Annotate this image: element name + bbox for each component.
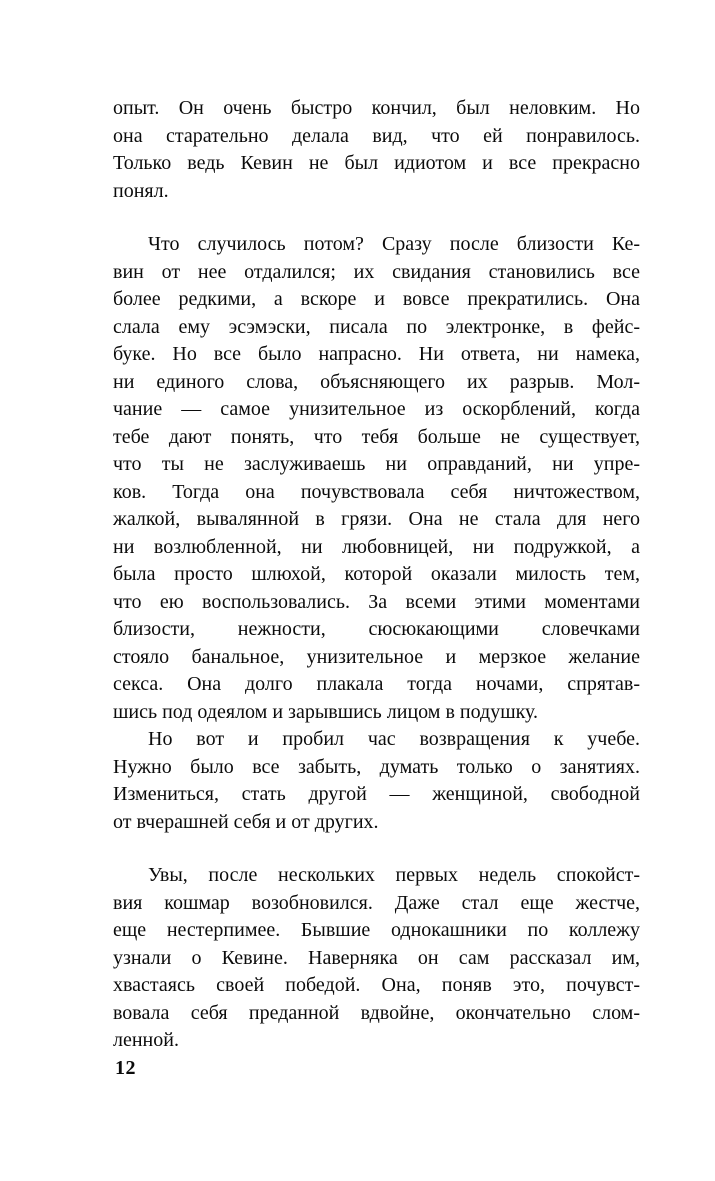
text-line: более редкими, а вскоре и вовсе прекратились. Она [113,288,640,310]
text-line: еще нестерпимее. Бывшие однокашники по коллежу [113,919,640,941]
text-line: жалкой, вывалянной в грязи. Она не стала для него [113,508,640,530]
text-line: Нужно было все забыть, думать только о занятиях. [113,755,640,778]
text-line: секса. Она долго плакала тогда ночами, спрятав- [113,673,640,695]
text-line: ленной. [113,1029,179,1051]
text-line: близости, нежности, сюсюкающими словечками [113,618,640,640]
page-text-block [113,95,640,1055]
text-line: ков. Тогда она почувствовала себя ничтожеством, [113,480,640,503]
paragraph [113,231,640,726]
text-line: понял. [113,179,169,202]
text-line: опыт. Он очень быстро кончил, был неловким. Но [113,97,640,119]
text-line: вия кошмар возобновился. Даже стал еще жестче, [113,891,640,914]
text-line: тебе дают понять, что тебя больше не существует, [113,425,640,448]
text-line: была просто шлюхой, которой оказали милость тем, [113,563,640,585]
text-line: Увы, после нескольких первых недель спокойст- [148,864,640,886]
text-line: шись под одеялом и зарывшись лицом в подушку. [113,700,539,723]
text-line: она старательно делала вид, что ей понравилось. [113,124,640,147]
paragraph [113,726,640,836]
text-line: узнали о Кевине. Наверняка он сам рассказал им, [113,946,640,969]
text-line: ни единого слова, объясняющего их разрыв. Мол- [113,370,640,393]
paragraph [113,862,640,1055]
text-line: Измениться, стать другой — женщиной, свободной [113,783,640,805]
text-line: вин от нее отдалился; их свидания становились все [113,260,640,283]
text-line: буке. Но все было напрасно. Ни ответа, ни намека, [113,343,640,365]
text-line: слала ему эсэмэски, писала по электронке, в фейс- [113,315,640,338]
text-line: чание — самое унизительное из оскорблений, когда [113,398,640,420]
text-line: ни возлюбленной, ни любовницей, ни подружкой, а [113,535,640,558]
text-line: Что случилось потом? Сразу после близости Ке- [148,233,640,255]
text-line: вовала себя преданной вдвойне, окончательно слом- [113,1001,640,1024]
text-line: от вчерашней себя и от других. [113,810,379,833]
text-line: Только ведь Кевин не был идиотом и все прекрасно [113,152,640,174]
page-number: 12 [115,1057,136,1079]
text-line: хвастаясь своей победой. Она, поняв это, почувст- [113,974,640,996]
text-line: стояло банальное, унизительное и мерзкое желание [113,645,640,668]
text-line: что ею воспользовались. За всеми этими моментами [113,590,640,613]
text-line: Но вот и пробил час возвращения к учебе. [148,728,640,750]
text-line: что ты не заслуживаешь ни оправданий, ни упре- [113,453,640,475]
paragraph [113,95,640,205]
